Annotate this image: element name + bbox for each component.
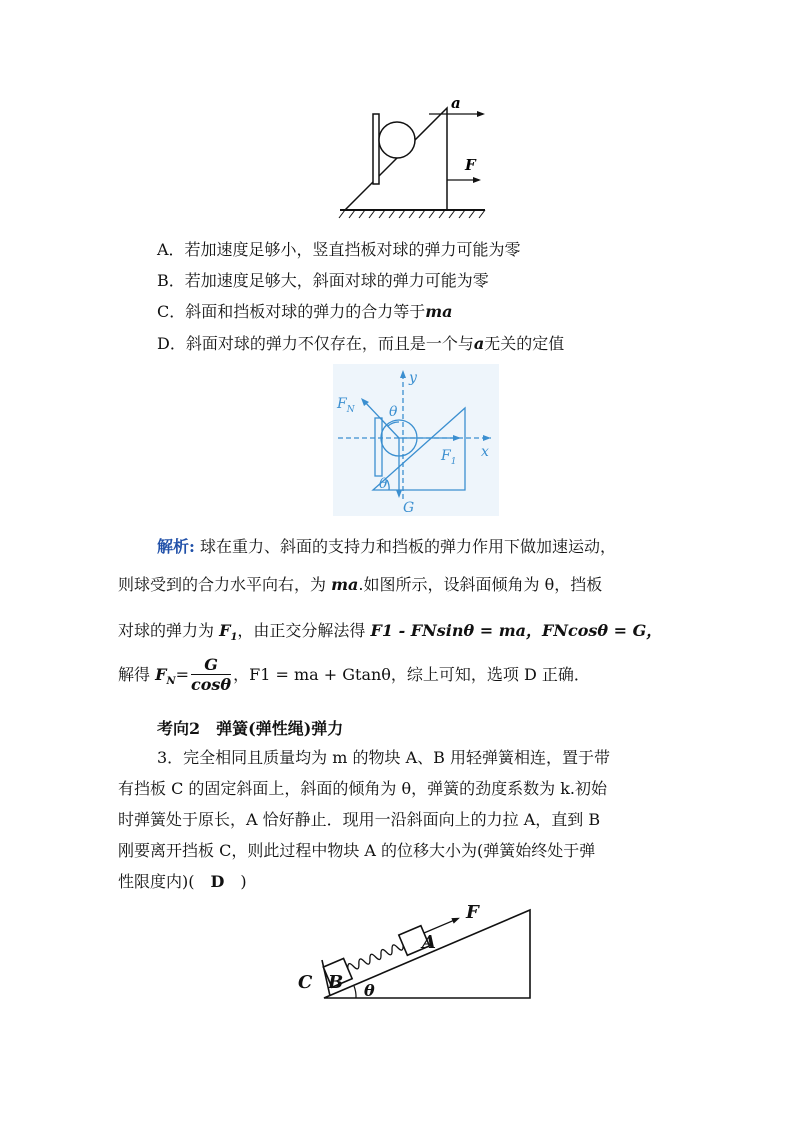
option-c-text: C．斜面和挡板对球的弹力的合力等于 bbox=[157, 302, 426, 321]
solution-f1-sub: 1 bbox=[230, 632, 238, 643]
option-c bbox=[157, 302, 453, 322]
option-d-math: a bbox=[473, 334, 485, 353]
solution-tag: 解析: bbox=[157, 537, 195, 556]
solution-line-4-fn bbox=[155, 665, 176, 687]
option-d-suffix: 无关的定值 bbox=[484, 334, 565, 353]
solution-line-4-eq: = bbox=[175, 665, 189, 684]
solution-fraction bbox=[191, 656, 231, 695]
label-f3: F bbox=[466, 902, 479, 923]
label-fn-main: F bbox=[337, 396, 347, 412]
label-f1-main: F bbox=[441, 448, 451, 464]
option-b: B．若加速度足够大，斜面对球的弹力可能为零 bbox=[157, 271, 489, 290]
solution-fn-sub: N bbox=[166, 676, 176, 687]
section-heading: 考向2 弹簧(弹性绳)弹力 bbox=[157, 719, 344, 738]
figure-spring-incline bbox=[294, 898, 534, 1002]
option-d-text: D．斜面对球的弹力不仅存在，而且是一个与 bbox=[157, 334, 474, 353]
solution-line-2 bbox=[118, 574, 602, 596]
question3-line-5-suffix: ) bbox=[224, 872, 247, 891]
solution-line-4-prefix: 解得 bbox=[118, 665, 156, 684]
figure-force-analysis bbox=[333, 364, 499, 516]
label-y: y bbox=[409, 370, 417, 386]
option-c-math: ma bbox=[425, 302, 453, 321]
label-g: G bbox=[403, 500, 415, 516]
label-f: F bbox=[465, 156, 476, 174]
solution-line-4-rest: ，F1 = ma + Gtanθ，综上可知，选项 D 正确． bbox=[233, 665, 590, 684]
label-f1-sub: 1 bbox=[450, 457, 457, 467]
solution-line-3-mid: ，由正交分解法得 bbox=[237, 621, 371, 640]
solution-line-4 bbox=[118, 656, 590, 695]
label-theta-bottom: θ bbox=[379, 476, 388, 492]
solution-line-3-prefix: 对球的弹力为 bbox=[118, 621, 220, 640]
solution-line-1 bbox=[157, 536, 616, 558]
solution-line-2-math: ma bbox=[331, 575, 359, 594]
question3-line-5 bbox=[118, 872, 247, 892]
solution-line-3-f1 bbox=[219, 621, 238, 643]
fraction-numerator: G bbox=[191, 656, 231, 675]
solution-line-2-suffix: .如图所示，设斜面倾角为 θ，挡板 bbox=[358, 575, 603, 594]
question3-line-4: 刚要离开挡板 C，则此过程中物块 A 的位移大小为(弹簧始终处于弹 bbox=[118, 841, 596, 860]
question3-answer: D bbox=[210, 872, 225, 891]
question3-line-2: 有挡板 C 的固定斜面上，斜面的倾角为 θ，弹簧的劲度系数为 k.初始 bbox=[118, 779, 608, 798]
figure-incline-ball bbox=[335, 90, 495, 220]
question3-line-3: 时弹簧处于原长，A 恰好静止．现用一沿斜面向上的力拉 A，直到 B bbox=[118, 810, 601, 829]
question3-line-5-prefix: 性限度内)( bbox=[118, 872, 211, 891]
solution-line-3 bbox=[118, 620, 662, 649]
question3-line-1: 3．完全相同且质量均为 m 的物块 A、B 用轻弹簧相连，置于带 bbox=[157, 748, 611, 767]
label-fn-sub: N bbox=[346, 405, 355, 415]
option-d bbox=[157, 334, 564, 354]
label-x: x bbox=[481, 444, 489, 460]
solution-f1-main: F bbox=[219, 621, 231, 640]
solution-line-2-prefix: 则球受到的合力水平向右，为 bbox=[118, 575, 332, 594]
label-plate-c: C bbox=[298, 972, 313, 993]
solution-line-1-text: 球在重力、斜面的支持力和挡板的弹力作用下做加速运动， bbox=[194, 537, 617, 556]
label-block-a: A bbox=[422, 932, 436, 953]
fraction-denominator: cosθ bbox=[191, 675, 232, 694]
solution-line-3-eq: F1 - FNsinθ = ma，FNcosθ = G， bbox=[370, 621, 663, 640]
label-theta-top: θ bbox=[389, 404, 398, 420]
solution-fn-main: F bbox=[155, 665, 167, 684]
option-a: A．若加速度足够小，竖直挡板对球的弹力可能为零 bbox=[157, 240, 521, 259]
label-theta3: θ bbox=[364, 981, 375, 1000]
label-a: a bbox=[451, 94, 461, 112]
label-block-b: B bbox=[328, 972, 344, 993]
